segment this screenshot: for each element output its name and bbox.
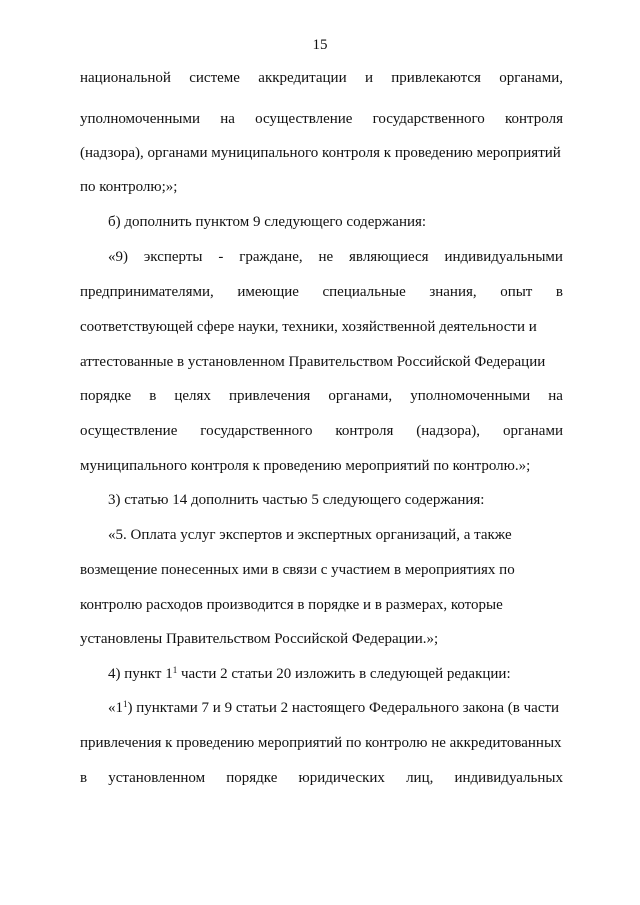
word: опыт	[500, 284, 533, 300]
word: на	[220, 111, 235, 127]
text-line-4: по контролю;»;	[80, 179, 178, 195]
word: предпринимателями,	[80, 284, 214, 300]
text-line-11	[80, 421, 563, 441]
text-fragment: 4) пункт 1	[108, 666, 173, 682]
word: порядке	[80, 388, 132, 404]
word: государственного	[372, 111, 485, 127]
word: лиц,	[406, 770, 434, 786]
text-line-3: (надзора), органами муниципального контроля к проведению мероприятий	[80, 145, 561, 161]
text-line-19	[108, 698, 559, 718]
word: индивидуальных	[454, 770, 563, 786]
word: и	[364, 70, 373, 86]
word: юридических	[298, 770, 385, 786]
word: в	[149, 388, 157, 404]
word: целях	[174, 388, 211, 404]
word: системе	[189, 70, 240, 86]
word: установленном	[108, 770, 206, 786]
text-line-9: аттестованные в установленном Правительством Российской Федерации	[80, 354, 546, 370]
word: органами,	[328, 388, 393, 404]
word: эксперты	[143, 249, 203, 265]
text-fragment: ) пунктами 7 и 9 статьи 2 настоящего Федерального закона (в части	[127, 700, 560, 716]
word: индивидуальными	[444, 249, 563, 265]
word: порядке	[226, 770, 278, 786]
word: специальные	[322, 284, 406, 300]
word: осуществление	[80, 423, 178, 439]
word: аккредитации	[258, 70, 347, 86]
text-line-1	[80, 68, 563, 88]
text-line-10	[80, 386, 563, 406]
text-line-14: «5. Оплата услуг экспертов и экспертных организаций, а также	[108, 527, 512, 543]
word: национальной	[80, 70, 171, 86]
text-line-6	[108, 247, 563, 267]
word: привлекаются	[391, 70, 481, 86]
word: -	[218, 249, 224, 265]
word: знания,	[429, 284, 477, 300]
page-number: 15	[312, 37, 328, 53]
word: не	[318, 249, 334, 265]
text-line-8: соответствующей сфере науки, техники, хозяйственной деятельности и	[80, 319, 537, 335]
word: в	[555, 284, 563, 300]
text-line-17: установлены Правительством Российской Федерации.»;	[80, 631, 439, 647]
word: уполномоченными	[80, 111, 201, 127]
word: уполномоченными	[410, 388, 531, 404]
text-line-21	[80, 768, 563, 788]
word: контроля	[504, 111, 563, 127]
word: контроля	[335, 423, 394, 439]
word: в	[80, 770, 88, 786]
superscript: 1	[123, 699, 128, 709]
superscript: 1	[172, 665, 178, 675]
word: органами	[502, 423, 563, 439]
word: осуществление	[255, 111, 353, 127]
text-line-5: б) дополнить пунктом 9 следующего содержания:	[108, 214, 427, 230]
word: являющиеся	[349, 249, 429, 265]
word: привлечения	[228, 388, 311, 404]
text-fragment: «1	[108, 700, 123, 716]
word: на	[548, 388, 563, 404]
word: государственного	[200, 423, 313, 439]
word: имеющие	[237, 284, 299, 300]
word: (надзора),	[416, 423, 481, 439]
word: органами,	[499, 70, 563, 86]
text-line-7	[80, 282, 563, 302]
text-fragment: части 2 статьи 20 изложить в следующей редакции:	[177, 666, 511, 682]
text-line-13: 3) статью 14 дополнить частью 5 следующего содержания:	[108, 492, 485, 508]
text-line-12: муниципального контроля к проведению мероприятий по контролю.»;	[80, 458, 531, 474]
text-line-15: возмещение понесенных ими в связи с участием в мероприятиях по	[80, 562, 515, 578]
text-line-18	[108, 664, 511, 684]
text-line-20: привлечения к проведению мероприятий по контролю не аккредитованных	[80, 735, 562, 751]
word: граждане,	[239, 249, 303, 265]
text-line-2	[80, 109, 563, 129]
text-line-16: контролю расходов производится в порядке и в размерах, которые	[80, 597, 503, 613]
word: «9)	[108, 249, 128, 265]
